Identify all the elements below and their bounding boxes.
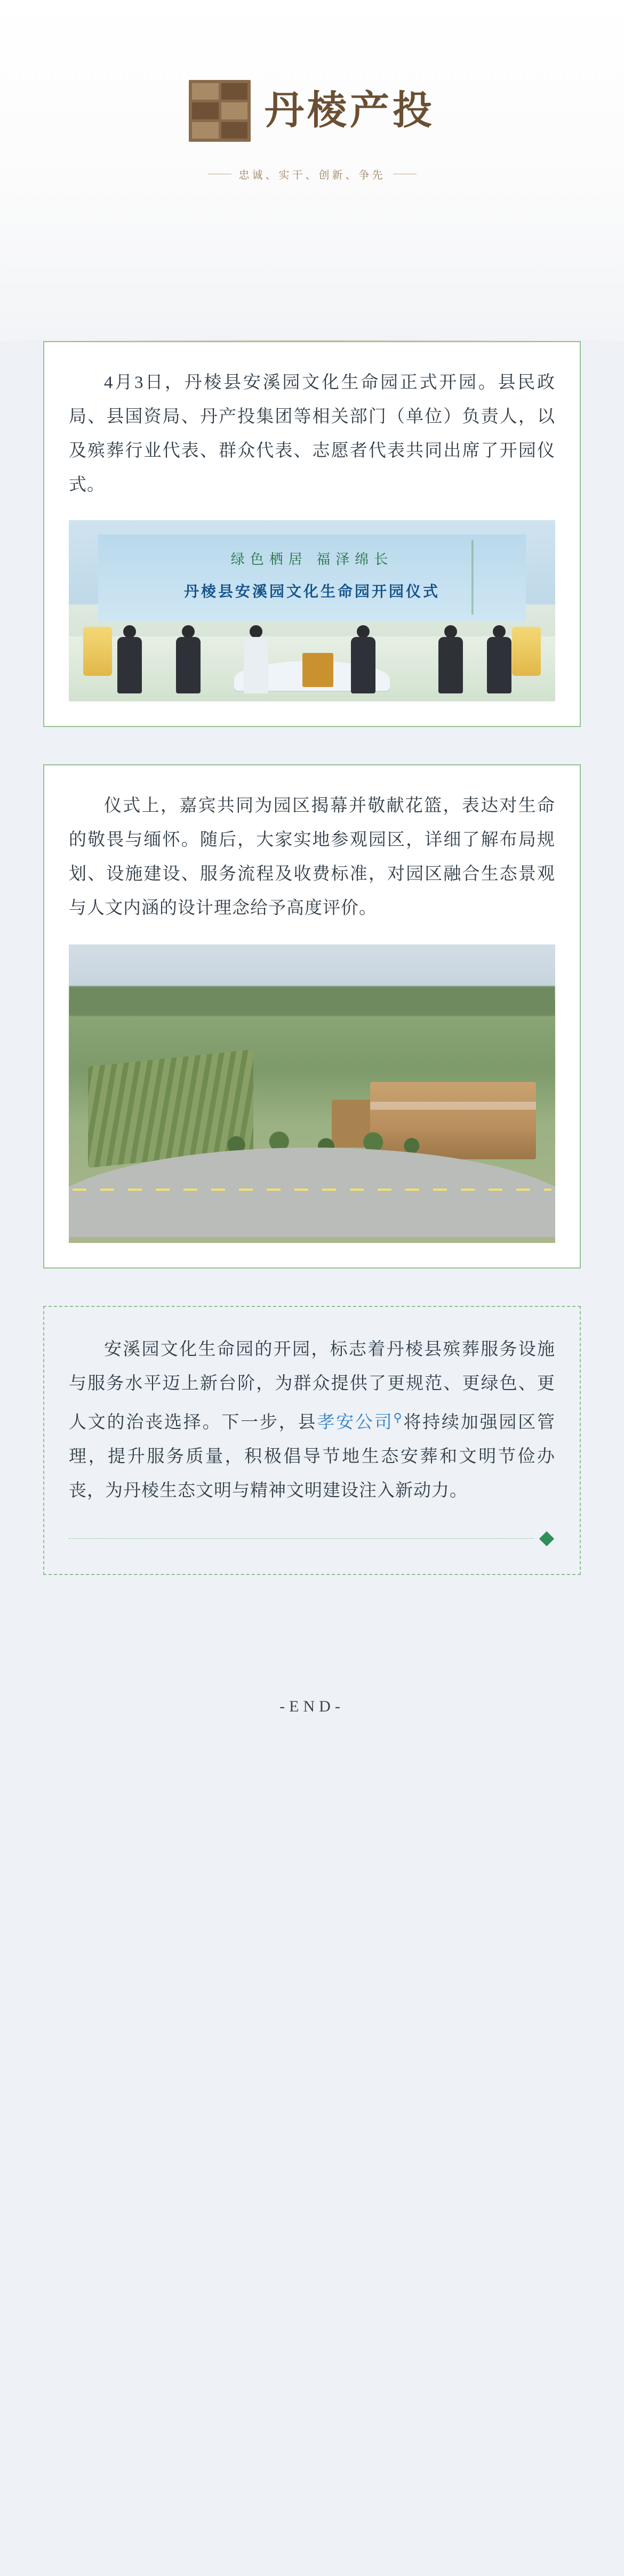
section-card-unveiling-tour [43,764,581,1269]
ribbon-decoration-left [83,627,112,676]
section-divider [69,1533,555,1544]
ceremony-photo [69,520,555,701]
person-figure [487,625,511,693]
ceremony-banner [98,535,526,621]
diamond-icon [539,1531,554,1546]
banner-line-2: 丹棱县安溪园文化生命园开园仪式 [183,584,440,601]
banner-line-1: 绿色栖居 福泽绵长 [230,552,394,568]
person-figure [117,625,142,693]
search-icon: ⚲ [393,1411,403,1424]
stage-podium [302,653,333,687]
page-footer [0,1575,624,1767]
paragraph-significance-before: 安溪园文化生命园的开园，标志着丹棱县殡葬服务设施与服务水平迈上新台阶，为群众提供了更规范、更绿色、更人文的治丧选择。下一步，县 [69,1340,555,1432]
ribbon-decoration-right [512,627,541,676]
divider-line [69,1538,534,1539]
photo-treeline [69,986,555,1016]
page-header [0,0,624,341]
person-figure [244,625,268,693]
person-figure [438,625,463,693]
grid-block-logo-icon [189,80,251,142]
bamboo-decoration-icon [471,540,509,615]
paragraph-significance [69,1333,555,1508]
section-card-opening-ceremony [43,341,581,727]
person-figure [351,625,375,693]
person-figure [176,625,201,693]
ceremony-stage [69,636,555,701]
end-label: -END- [279,1698,345,1715]
page-title: 丹棱产投 [265,89,435,133]
paragraph-significance-after: 将持续加强园区管理，提升服务质量，积极倡导节地生态安葬和文明节俭办丧，为丹棱生态文明与精神文明建设注入新动力。 [69,1413,556,1500]
paragraph-unveiling-tour: 仪式上，嘉宾共同为园区揭幕并敬献花篮，表达对生命的敬畏与缅怀。随后，大家实地参观园区，详细了解布局规划、设施建设、服务流程及收费标准，对园区融合生态景观与人文内涵的设计理念给予高度评价。 [69,796,555,918]
section-card-significance [43,1306,581,1575]
brand-slogan [208,166,417,182]
brand-row [189,80,435,142]
slogan-text: 忠诚、实干、创新、争先 [238,169,386,181]
park-aerial-photo [69,944,555,1243]
header-inner [0,80,624,182]
company-link[interactable]: 孝安公司 [317,1413,394,1432]
paragraph-opening-ceremony: 4月3日，丹棱县安溪园文化生命园正式开园。县民政局、县国资局、丹产投集团等相关部门（单位）负责人，以及殡葬行业代表、群众代表、志愿者代表共同出席了开园仪式。 [69,373,555,495]
